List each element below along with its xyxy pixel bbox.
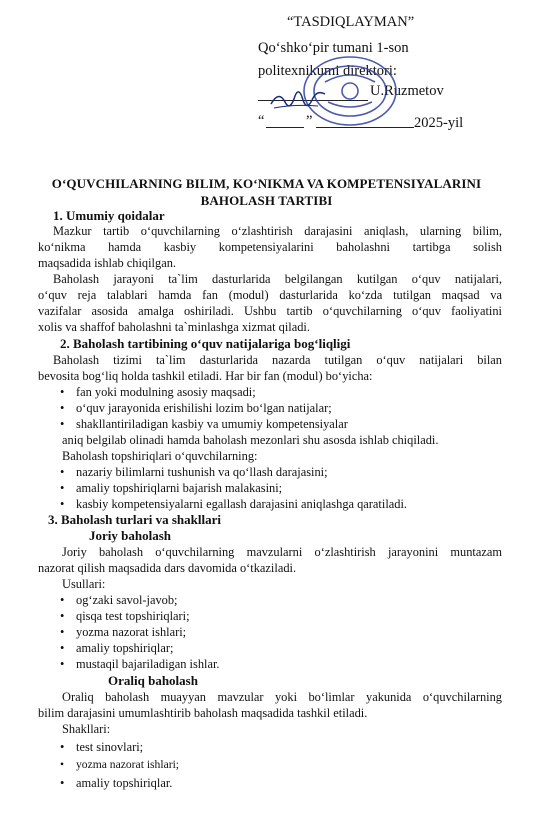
s2-bullet-6: • kasbiy kompetensiyalarni egallash darajasini aniqlashga qaratiladi. <box>76 497 407 512</box>
s2-p2: aniq belgilab olinadi hamda baholash mezonlari shu asosda ishlab chiqiladi. <box>62 433 439 447</box>
s3-bullet-4: • amaliy topshiriqlar; <box>76 641 173 656</box>
date-open-quote: “ <box>258 113 265 129</box>
s2-p1-line-2: bevosita bog‘liq holda tashkil etiladi. Har bir fan (modul) bo‘yicha: <box>38 369 373 383</box>
s3-p1-line-2: nazorat qilish maqsadida dars davomida o‘tkaziladi. <box>38 561 297 575</box>
s2-p1-line-1: Baholash tizimi ta`lim dasturlarida nazarda tutilgan o‘quv natijalari bilan <box>53 353 502 367</box>
oraliq-baholash-subheading: Oraliq baholash <box>108 673 198 688</box>
s1-p2-line-4: xolis va shaffof baholashni ta`minlashga xizmat qiladi. <box>38 320 310 334</box>
s2-bullet-2: • o‘quv jarayonida erishilishi lozim bo‘lgan natijalar; <box>76 401 332 416</box>
s2-bullet-4: • nazariy bilimlarni tushunish va qo‘llash darajasini; <box>76 465 328 480</box>
s1-p1-line-2: ko‘nikma hamda kasbiy kompetensiyalarini baholashni tartibga solish <box>38 240 502 254</box>
shakllari-label: Shakllari: <box>62 722 111 736</box>
s3-bullet-8: • amaliy topshiriqlar. <box>76 776 172 791</box>
s3-bullet-3: • yozma nazorat ishlari; <box>76 625 186 640</box>
s3-bullet-6: • test sinovlari; <box>76 740 143 755</box>
s3-bullet-1: • og‘zaki savol-javob; <box>76 593 178 608</box>
s3-bullet-2: • qisqa test topshiriqlari; <box>76 609 190 624</box>
s1-p1-line-3: maqsadida ishlab chiqilgan. <box>38 256 176 270</box>
section-1-heading: 1. Umumiy qoidalar <box>53 208 165 223</box>
s1-p2-line-2: o‘quv reja talablari hamda fan (modul) dasturlarida ko‘zda tutilgan maqsad va <box>38 288 502 302</box>
approval-heading: “TASDIQLAYMAN” <box>287 14 415 30</box>
s3-bullet-5: • mustaqil bajariladigan ishlar. <box>76 657 220 672</box>
s1-p2-line-3: vazifalar asosida amalga oshiriladi. Ushbu tartib o‘quvchilarning o‘quv faoliyatini <box>38 304 502 318</box>
s3-p2-line-2: bilim darajasini umumlashtirib baholash maqsadida tashkil etiladi. <box>38 706 368 720</box>
section-2-heading: 2. Baholash tartibining o‘quv natijalariga bog‘liqligi <box>60 336 351 351</box>
s3-bullet-7: • yozma nazorat ishlari; <box>76 758 179 771</box>
s2-bullet-5: • amaliy topshiriqlarni bajarish malakasini; <box>76 481 282 496</box>
document-title-line-1: O‘QUVCHILARNING BILIM, KO‘NIKMA VA KOMPETENSIYALARINI <box>51 176 482 191</box>
s2-bullet-1: • fan yoki modulning asosiy maqsadi; <box>76 385 256 400</box>
s1-p1-line-1: Mazkur tartib o‘quvchilarning o‘zlashtirish darajasini aniqlash, ularning bilim, <box>53 224 502 238</box>
s1-p2-line-1: Baholash jarayoni ta`lim dasturlarida belgilangan kutilgan o‘quv natijalari, <box>53 272 502 286</box>
director-signature <box>268 84 328 114</box>
joriy-baholash-subheading: Joriy baholash <box>89 528 171 543</box>
section-3-heading: 3. Baholash turlari va shakllari <box>48 512 221 527</box>
s2-bullet-3: • shakllantiriladigan kasbiy va umumiy kompetensiyalar <box>76 417 348 432</box>
s2-p3: Baholash topshiriqlari o‘quvchilarning: <box>62 449 258 463</box>
date-close-quote: ” <box>306 113 313 129</box>
approval-year: 2025-yil <box>414 115 464 131</box>
approval-line-2: politexnikumi direktori: <box>258 63 397 79</box>
s3-p2-line-1: Oraliq baholash muayyan mavzular yoki bo‘limlar yakunida o‘quvchilarning <box>62 690 502 704</box>
signer-name: U.Ruzmetov <box>370 83 444 99</box>
usullari-label: Usullari: <box>62 577 106 591</box>
s3-p1-line-1: Joriy baholash o‘quvchilarning mavzularni o‘zlashtirish jarayonini muntazam <box>62 545 502 559</box>
approval-line-1: Qo‘shko‘pir tumani 1-son <box>258 40 409 56</box>
document-title-line-2: BAHOLASH TARTIBI <box>200 193 333 208</box>
